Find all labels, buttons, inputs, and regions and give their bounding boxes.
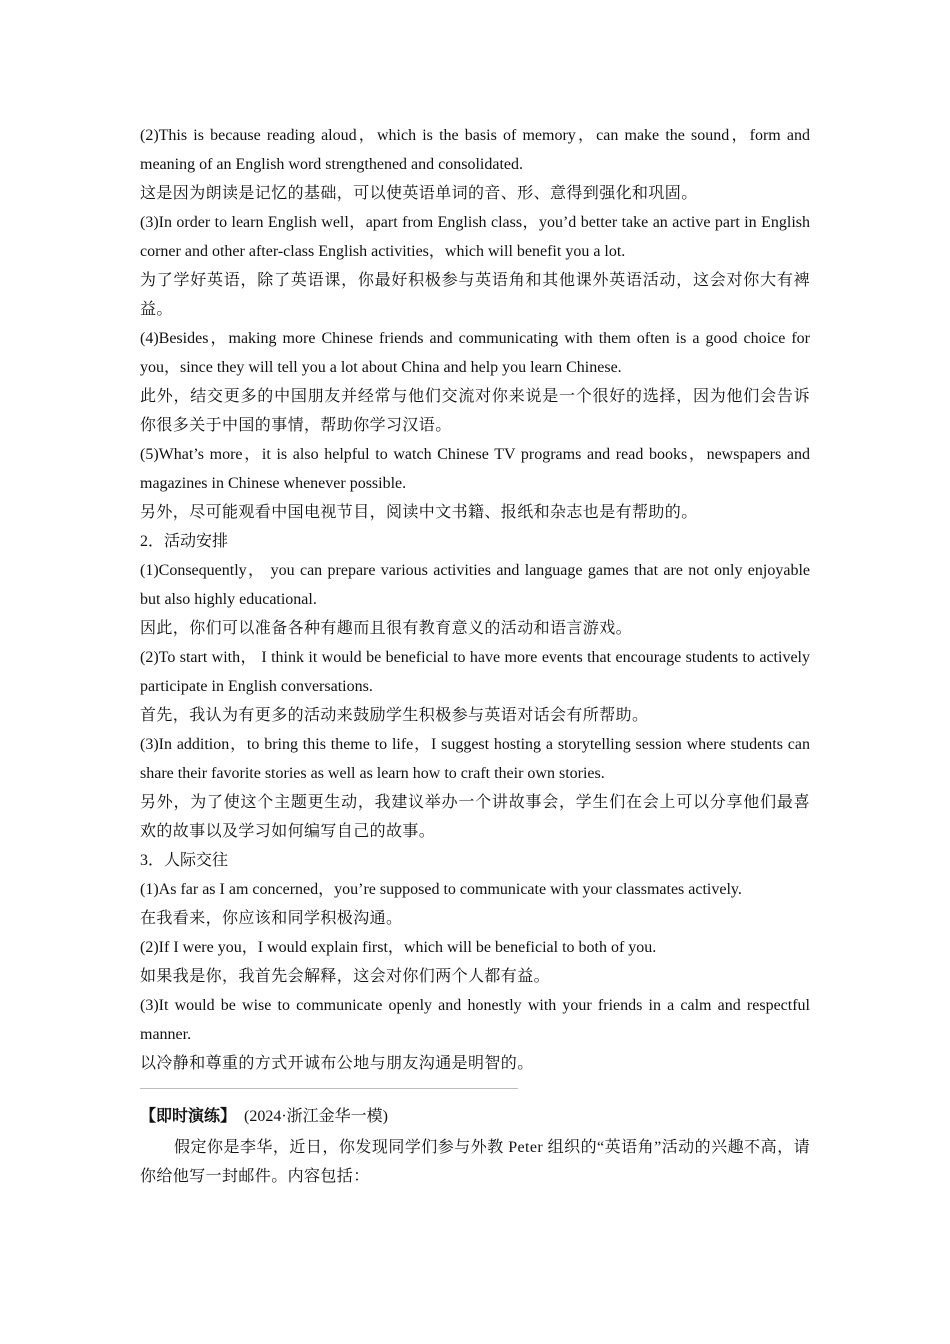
exercise-header: [140, 1101, 810, 1133]
chinese-translation: 另外，尽可能观看中国电视节目，阅读中文书籍、报纸和杂志也是有帮助的。: [140, 504, 698, 521]
section-heading: 3．人际交往: [140, 852, 229, 869]
chinese-translation: 此外，结交更多的中国朋友并经常与他们交流对你来说是一个很好的选择，因为他们会告诉你很多关于中国的事情，帮助你学习汉语。: [140, 388, 810, 434]
chinese-translation: 以冷静和尊重的方式开诚布公地与朋友沟通是明智的。: [140, 1055, 534, 1072]
chinese-translation: 首先，我认为有更多的活动来鼓励学生积极参与英语对话会有所帮助。: [140, 707, 649, 724]
document-page: [140, 121, 810, 1191]
section-heading: 2．活动安排: [140, 533, 229, 550]
english-sentence: (2)If I were you，I would explain first，which will be beneficial to both of you.: [140, 939, 657, 956]
english-sentence: (2)To start with， I think it would be beneficial to have more events that encourage students to actively participate in English conversations.: [140, 649, 810, 695]
chinese-translation: 在我看来，你应该和同学积极沟通。: [140, 910, 403, 927]
chinese-translation: 因此，你们可以准备各种有趣而且很有教育意义的活动和语言游戏。: [140, 620, 633, 637]
chinese-translation: 这是因为朗读是记忆的基础，可以使英语单词的音、形、意得到强化和巩固。: [140, 185, 698, 202]
english-sentence: (3)It would be wise to communicate openly and honestly with your friends in a calm and respectful manner.: [140, 997, 810, 1043]
exercise-prompt: 假定你是李华，近日，你发现同学们参与外教 Peter 组织的“英语角”活动的兴趣不高，请你给他写一封邮件。内容包括：: [140, 1139, 810, 1185]
section-divider: [140, 1088, 518, 1089]
english-sentence: (3)In addition，to bring this theme to life，I suggest hosting a storytelling session where students can share their favorite stories as well as learn how to craft their own stories.: [140, 736, 810, 782]
exercise-label: 【即时演练】: [140, 1108, 237, 1125]
english-sentence: (5)What’s more，it is also helpful to watch Chinese TV programs and read books，newspapers and magazines in Chinese whenever possible.: [140, 446, 811, 492]
english-sentence: (1)As far as I am concerned，you’re supposed to communicate with your classmates actively.: [140, 881, 742, 898]
content-list: [140, 121, 810, 1078]
chinese-translation: 另外，为了使这个主题更生动，我建议举办一个讲故事会，学生们在会上可以分享他们最喜欢的故事以及学习如何编写自己的故事。: [140, 794, 810, 840]
english-sentence: (1)Consequently， you can prepare various activities and language games that are not only enjoyable but also highly educational.: [140, 562, 810, 608]
exercise-source: (2024·浙江金华一模): [244, 1108, 389, 1125]
english-sentence: (2)This is because reading aloud，which is the basis of memory，can make the sound，form and meaning of an English word strengthened and consolidated.: [140, 127, 810, 173]
chinese-translation: 为了学好英语，除了英语课，你最好积极参与英语角和其他课外英语活动，这会对你大有裨益。: [140, 272, 810, 318]
english-sentence: (3)In order to learn English well，apart from English class，you’d better take an active part in English corner and other after-class English activities，which will benefit you a lot.: [140, 214, 810, 260]
english-sentence: (4)Besides，making more Chinese friends and communicating with them often is a good choice for you，since they will tell you a lot about China and help you learn Chinese.: [140, 330, 810, 376]
chinese-translation: 如果我是你，我首先会解释，这会对你们两个人都有益。: [140, 968, 551, 985]
